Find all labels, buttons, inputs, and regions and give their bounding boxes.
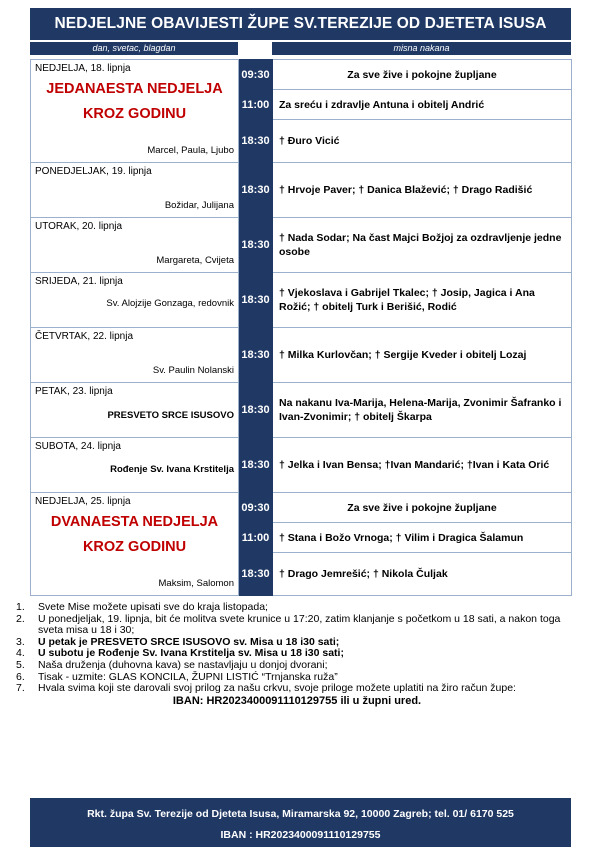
note-text: Tisak - uzmite: GLAS KONCILA, ŽUPNI LISTIĆ “Trnjanska ruža” — [38, 670, 338, 683]
note-number: 1. — [16, 601, 25, 613]
day-name: UTORAK, 20. lipnja — [35, 221, 123, 232]
note-number: 7. — [16, 682, 25, 695]
note-number: 3. — [16, 635, 25, 648]
mass-intention: † Stana i Božo Vrnoga; † Vilim i Dragica Šalamun — [273, 523, 572, 553]
mass-time: 18:30 — [239, 273, 273, 328]
day-cell-monday — [31, 163, 239, 218]
table-row — [31, 163, 572, 218]
day-cell-sunday-18 — [31, 60, 239, 163]
notes-iban: IBAN: HR2023400091110129755 ili u župni ured. — [172, 694, 422, 707]
feast-title: JEDANAESTA NEDJELJA — [46, 81, 223, 97]
mass-intention: † Milka Kurlovčan; † Sergije Kveder i obitelj Lozaj — [273, 328, 572, 383]
list-item — [16, 683, 578, 695]
mass-intention: Za sreću i zdravlje Antuna i obitelj Andrić — [273, 90, 572, 120]
note-text: U ponedjeljak, 19. lipnja, bit će molitva svete krunice u 17:20, zatim klanjanje s početkom u 18 sati, a nakon toga sveta misa u 18 i 30; — [38, 612, 561, 637]
mass-intention: † Vjekoslava i Gabrijel Tkalec; † Josip, Jagica i Ana Rožić; † obitelj Turk i Berišić, Rodić — [273, 273, 572, 328]
table-row — [31, 493, 572, 523]
mass-intention: Na nakanu Iva-Marija, Helena-Marija, Zvonimir Šafranko i Ivan-Zvonimir; † obitelj Škarpa — [273, 383, 572, 438]
footer-address: Rkt. župa Sv. Terezije od Djeteta Isusa, Miramarska 92, 10000 Zagreb; tel. 01/ 6170 525 — [87, 808, 514, 820]
day-name: PONEDJELJAK, 19. lipnja — [35, 166, 152, 177]
day-cell-tuesday — [31, 218, 239, 273]
mass-time: 18:30 — [239, 120, 273, 163]
table-row — [31, 438, 572, 493]
footer-iban: IBAN : HR2023400091110129755 — [220, 829, 381, 841]
mass-intention: † Đuro Vicić — [273, 120, 572, 163]
note-number: 5. — [16, 658, 25, 671]
mass-schedule-table — [30, 59, 572, 596]
mass-time: 18:30 — [239, 438, 273, 493]
table-row — [31, 273, 572, 328]
saint-names: Sv. Alojzije Gonzaga, redovnik — [106, 298, 234, 309]
day-name: NEDJELJA, 18. lipnja — [35, 63, 131, 74]
mass-time: 09:30 — [239, 60, 273, 90]
mass-time: 18:30 — [239, 163, 273, 218]
mass-intention: Za sve žive i pokojne župljane — [273, 493, 572, 523]
table-row — [31, 383, 572, 438]
day-cell-saturday — [31, 438, 239, 493]
day-cell-thursday — [31, 328, 239, 383]
column-header-day: dan, svetac, blagdan — [30, 42, 238, 55]
column-header-intention: misna nakana — [272, 42, 571, 55]
saint-names: Marcel, Paula, Ljubo — [147, 145, 234, 156]
feast-title: KROZ GODINU — [82, 106, 187, 122]
mass-intention: † Drago Jemrešić; † Nikola Čuljak — [273, 553, 572, 596]
day-name: SRIJEDA, 21. lipnja — [35, 276, 123, 287]
table-row — [31, 60, 572, 90]
saint-names: PRESVETO SRCE ISUSOVO — [107, 410, 234, 421]
saint-names: Rođenje Sv. Ivana Krstitelja — [110, 464, 234, 475]
note-text: Naša druženja (duhovna kava) se nastavljaju u donjoj dvorani; — [38, 658, 328, 671]
mass-time: 18:30 — [239, 553, 273, 596]
mass-intention: Za sve žive i pokojne župljane — [273, 60, 572, 90]
note-text: U petak je PRESVETO SRCE ISUSOVO sv. Misa u 18 i30 sati; — [38, 635, 340, 648]
day-name: NEDJELJA, 25. lipnja — [35, 496, 131, 507]
day-cell-friday — [31, 383, 239, 438]
note-text: U subotu je Rođenje Sv. Ivana Krstitelja sv. Misa u 18 i30 sati; — [38, 647, 344, 660]
table-row — [31, 328, 572, 383]
list-item — [16, 660, 578, 672]
mass-time: 11:00 — [239, 523, 273, 553]
mass-intention: † Nada Sodar; Na čast Majci Božjoj za ozdravljenje jedne osobe — [273, 218, 572, 273]
saint-names: Božidar, Julijana — [164, 200, 234, 211]
saint-names: Sv. Paulin Nolanski — [152, 365, 234, 376]
note-number: 6. — [16, 670, 25, 683]
list-item — [16, 602, 578, 614]
announcements-list — [16, 602, 578, 707]
mass-time: 18:30 — [239, 328, 273, 383]
mass-time: 09:30 — [239, 493, 273, 523]
list-item — [16, 614, 578, 637]
mass-time: 11:00 — [239, 90, 273, 120]
page-title: NEDJELJNE OBAVIJESTI ŽUPE SV.TEREZIJE OD DJETETA ISUSA — [30, 8, 571, 40]
table-row — [31, 218, 572, 273]
mass-intention: † Jelka i Ivan Bensa; †Ivan Mandarić; †Ivan i Kata Orić — [273, 438, 572, 493]
day-name: SUBOTA, 24. lipnja — [35, 441, 121, 452]
saint-names: Margareta, Cvijeta — [156, 255, 234, 266]
note-number: 4. — [16, 647, 25, 660]
mass-time: 18:30 — [239, 218, 273, 273]
mass-intention: † Hrvoje Paver; † Danica Blažević; † Drago Radišić — [273, 163, 572, 218]
feast-title: DVANAESTA NEDJELJA — [50, 514, 219, 530]
note-text: Svete Mise možete upisati sve do kraja listopada; — [38, 601, 268, 613]
feast-title: KROZ GODINU — [82, 539, 187, 555]
note-number: 2. — [16, 612, 25, 625]
day-cell-sunday-25 — [31, 493, 239, 596]
saint-names: Maksim, Salomon — [158, 578, 234, 589]
note-text: Hvala svima koji ste darovali svoj prilog za našu crkvu, svoje priloge možete uplatiti na žiro račun župe: — [38, 682, 516, 695]
day-name: PETAK, 23. lipnja — [35, 386, 113, 397]
mass-time: 18:30 — [239, 383, 273, 438]
footer — [30, 798, 571, 847]
day-name: ČETVRTAK, 22. lipnja — [35, 331, 134, 342]
day-cell-wednesday — [31, 273, 239, 328]
